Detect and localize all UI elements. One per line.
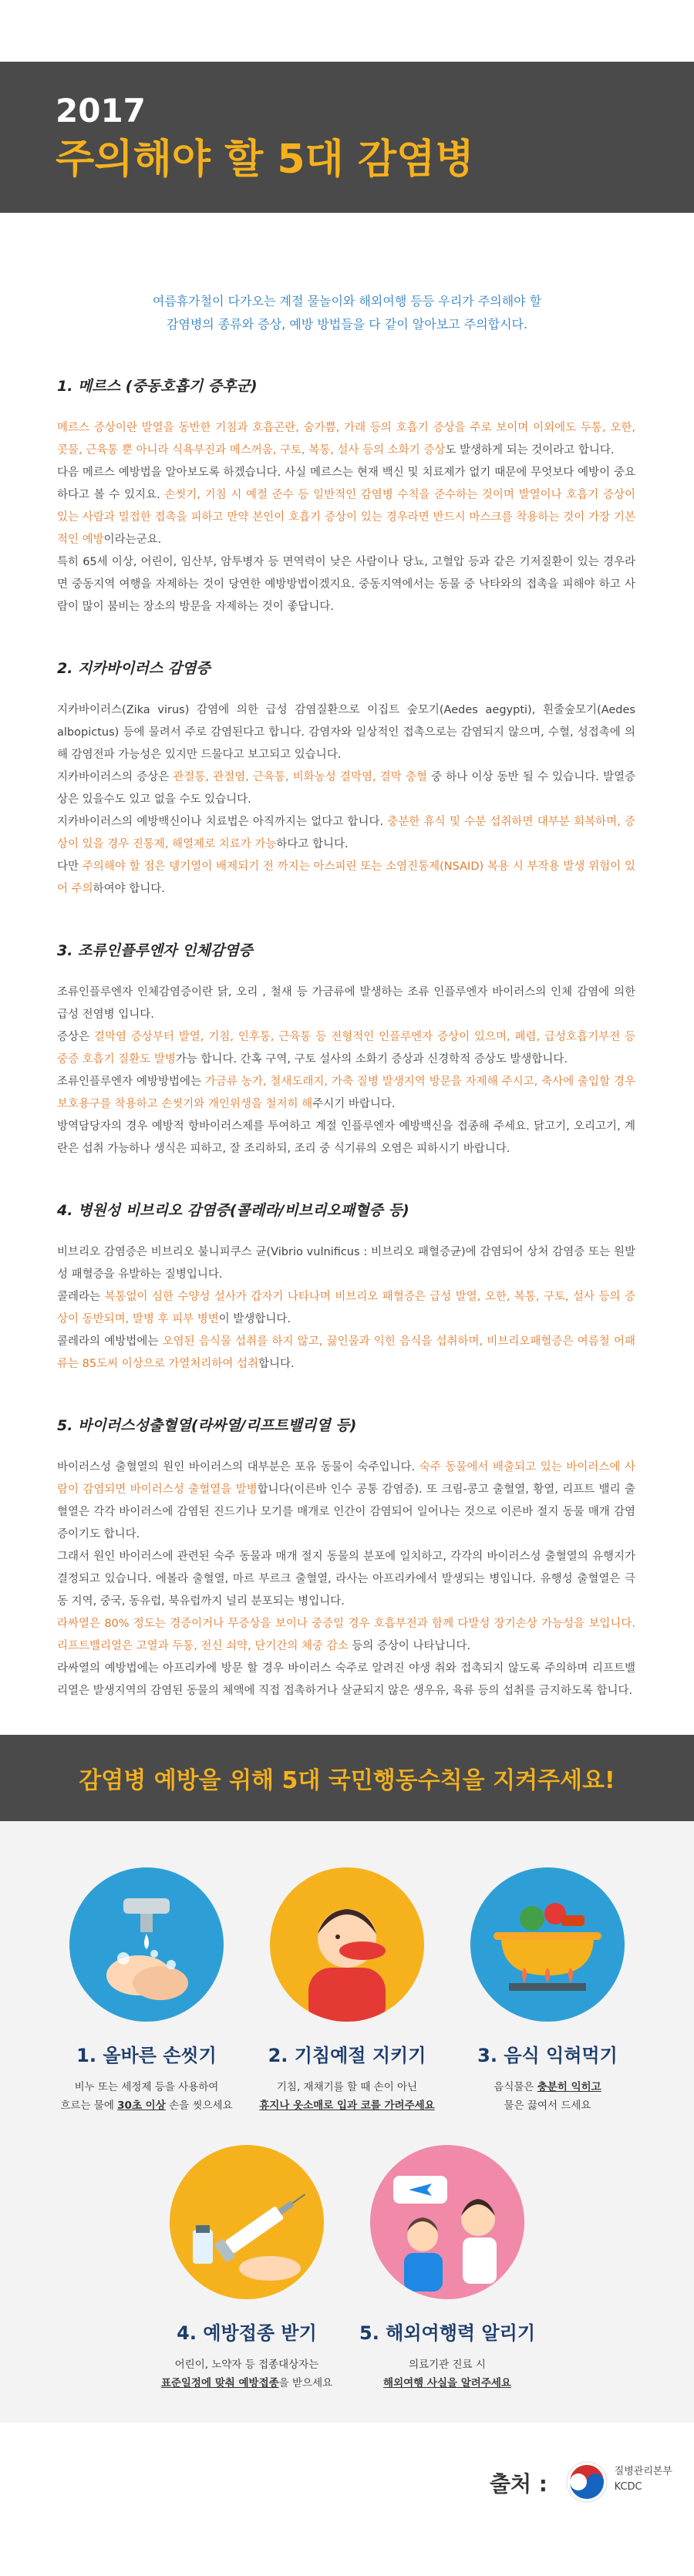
body-text: 다음 메르스 예방법을 알아보도록 하겠습니다. 사실 메르스는 현재 백신 및 치료제가 없기 때문에 무엇보다 예방이 중요하다고 볼 수 있지요. (57, 466, 635, 501)
section-title: 2. 지카바이러스 감염증 (57, 660, 211, 677)
rule-description (447, 2078, 648, 2115)
body-text: 주시기 바랍니다. (312, 1098, 396, 1110)
highlighted-text: 숙주 동물에서 배출되고 있는 바이러스에 사람이 감염되면 바이러스성 출혈열을 발병 (57, 1461, 635, 1496)
section-paragraph (57, 699, 635, 766)
body-text: 다만 (57, 860, 83, 873)
body-text: 하다고 합니다. (276, 838, 349, 850)
body-text: 도 발생하게 되는 것이라고 합니다. (445, 444, 615, 456)
rule-title: 3. 음식 익혀먹기 (477, 2045, 618, 2066)
rule-title: 1. 올바른 손씻기 (76, 2045, 217, 2066)
title-block (0, 62, 694, 213)
section-paragraph (57, 417, 635, 462)
rule-card-handwash (46, 1867, 247, 2115)
body-text: 증상은 (57, 1031, 94, 1043)
vaccine-syringe-icon (170, 2145, 324, 2299)
rule-title: 4. 예방접종 받기 (177, 2322, 317, 2344)
rule-description (46, 2078, 247, 2115)
highlighted-text: 충분한 휴식 및 수분 섭취하면 대부분 회복하며, 증상이 있을 경우 진통제, 해열제로 치료가 가능 (57, 816, 635, 850)
highlighted-text: 관절통, 관절염, 근육통, 비화농성 결막염, 결막 충혈 (173, 771, 427, 783)
rule-description (347, 2355, 547, 2392)
highlighted-text: 메르스 증상이란 발열을 동반한 기침과 호흡곤란, 숨가쁨, 가래 등의 호흡기 증상을 주로 보이며 이외에도 두통, 오한, 콧물, 근육통 뿐 아니라 식욕부진과 메스꺼움, 구토, 복통, 설사 등의 소화기 증상 (57, 422, 635, 456)
title-year: 2017 (56, 92, 146, 130)
kcdc-logo-icon (566, 2461, 608, 2503)
rule-description (247, 2078, 447, 2115)
banner (0, 1735, 694, 1821)
section-title: 5. 바이러스성출혈열(라싸열/리프트밸리열 등) (57, 1417, 357, 1434)
section-paragraph (57, 811, 635, 856)
body-text: 바이러스성 출혈열의 원인 바이러스의 대부분은 포유 동물이 숙주입니다. (57, 1461, 419, 1473)
body-text: 지카바이러스의 증상은 (57, 771, 174, 783)
section-paragraph (57, 1546, 635, 1613)
highlighted-text: 가금류 농가, 철새도래지, 가축 질병 발생지역 방문을 자제해 주시고, 축사에 출입할 경우 보호용구를 착용하고 손씻기와 개인위생을 철저히 해 (57, 1076, 635, 1110)
highlighted-text: 결막염 증상부터 발열, 기침, 인후통, 근육통 등 전형적인 인플루엔자 증상이 있으며, 폐렴, 급성호흡기부전 등 중증 호흡기 질환도 발병 (57, 1031, 636, 1066)
rule-desc-text: 을 받으세요 (278, 2377, 333, 2389)
rule-desc-emphasis: 30초 이상 (117, 2100, 166, 2112)
source-label: 출처 : (489, 2471, 547, 2497)
footer (0, 2423, 694, 2538)
banner-text: 감염병 예방을 위해 5대 국민행동수칙을 지켜주세요! (79, 1767, 615, 1794)
disease-section (57, 939, 635, 1160)
rule-desc-line (46, 2096, 247, 2115)
section-paragraph (57, 551, 635, 618)
body-text: 지카바이러스(Zika virus) 감염에 의한 급성 감염질환으로 이집트 숲모기(Aedes aegypti), 흰줄숲모기(Aedes albopictus) 등에 물려서 주로 감염된다고 합니다. 감염자와 일상적인 접촉으로는 감염되지 않으며, 수혈, 성접촉에 의해 감염전파 가능성은 있지만 드물다고 보고되고 있습니다. (57, 704, 635, 761)
rule-desc-text: 손을 씻으세요 (165, 2100, 233, 2112)
section-paragraph (57, 1331, 635, 1376)
highlighted-text: 오염된 음식물 섭취를 하지 않고, 끓인물과 익힌 음식을 섭취하며, 비브리오패혈증은 여름철 어패류는 85도씨 이상으로 가열처리하여 섭취 (57, 1335, 635, 1370)
rule-desc-line: 기침, 재채기를 할 때 손이 아닌 (276, 2081, 418, 2093)
body-text: 등의 증상이 나타납니다. (348, 1640, 471, 1652)
org-name (615, 2464, 672, 2495)
section-title: 4. 병원성 비브리오 감염증(콜레라/비브리오패혈증 등) (57, 1202, 409, 1219)
section-paragraph (57, 1456, 635, 1546)
section-paragraph (57, 1658, 635, 1702)
rule-desc-line: 비누 또는 세정제 등을 사용하여 (74, 2081, 219, 2093)
body-text: 그래서 원인 바이러스에 관련된 숙주 동물과 매개 절지 동물의 분포에 일치하고, 각각의 바이러스성 출혈열의 유행지가 결정되고 있습니다. 에볼라 출혈열, 마르 부르크 출혈열, 라사는 아프리카에서 발생되는 병입니다. 유행성 출혈열은 극동 지역, 중국, 동유럽, 북유럽까지 널리 분포되는 병입니다. (57, 1551, 635, 1608)
org-name-english: KCDC (614, 2481, 642, 2493)
travel-history-icon (370, 2145, 524, 2299)
rule-desc-emphasis: 휴지나 옷소매로 입과 코를 가려주세요 (259, 2100, 435, 2112)
rule-desc-line (347, 2374, 547, 2392)
disease-section (57, 375, 635, 618)
body-text: 라싸열의 예방법에는 아프리카에 방문 할 경우 바이러스 숙주로 알려진 야생 취와 접촉되지 않도록 주의하며 리프트밸리열은 발생지역의 감염된 동물의 체액에 직접 접촉하거나 살균되지 않은 생우유, 육류 등의 섭취를 금지하도록 합니다. (57, 1662, 635, 1697)
rule-desc-text: 흐르는 물에 (60, 2100, 118, 2112)
section-paragraph (57, 1026, 635, 1071)
body-text: 조류인플루엔자 예방방법에는 (57, 1076, 205, 1088)
rule-desc-emphasis: 해외여행 사실을 알려주세요 (383, 2377, 511, 2389)
section-paragraph (57, 1286, 635, 1331)
sections-container (0, 375, 694, 1702)
body-text: 합니다. (258, 1358, 295, 1370)
top-spacer (0, 0, 694, 62)
section-paragraph (57, 856, 635, 901)
rules-area (0, 1821, 694, 2423)
rule-title: 5. 해외여행력 알리기 (359, 2322, 535, 2344)
org-name-korean: 질병관리본부 (614, 2466, 672, 2477)
section-paragraph (57, 462, 635, 551)
body-text: 합니다(이른바 인수 공통 감염증). 또 크림-콩고 출혈열, 황열, 리프트 밸리 출혈열은 각각 바이러스에 감염된 진드기나 모기를 매개로 인간이 감염되어 일어나는 것으로 이른바 절지 동물 매개 감염증이기도 합니다. (57, 1483, 635, 1541)
page-title: 주의해야 할 5대 감염병 (56, 136, 474, 183)
body-text: 비브리오 감염증은 비브리오 불니피쿠스 균(Vibrio vulnificus : 비브리오 패혈증균)에 감염되어 상처 감염증 또는 원발성 패혈증을 유발하는 질병입니다. (57, 1246, 635, 1281)
intro-line: 감염병의 종류와 증상, 예방 방법들을 다 같이 알아보고 주의합시다. (166, 317, 528, 332)
rule-card-vaccine (147, 2145, 347, 2392)
rule-desc-line: 어린이, 노약자 등 접종대상자는 (174, 2359, 319, 2371)
highlighted-text: 주의해야 할 점은 뎅기열이 배제되기 전 까지는 아스피린 또는 소염진통제(NSAID) 복용 시 부작용 발생 위험이 있어 주의 (57, 860, 635, 895)
highlighted-text: 라싸열은 80% 정도는 경증이거나 무증상을 보이나 중증일 경우 호흡부전과 함께 다발성 장기손상 가능성을 보입니다. 리프트밸리열은 고열과 두통, 전신 쇠약, 단기간의 체중 감소 (57, 1618, 635, 1652)
body-text: 하여야 합니다. (93, 883, 165, 895)
section-paragraph (57, 766, 635, 811)
section-paragraph (57, 1613, 635, 1658)
rule-card-cook (447, 1867, 648, 2115)
body-text: 특히 65세 이상, 어린이, 임산부, 암투병자 등 면역력이 낮은 사람이나 당뇨, 고혈압 등과 같은 기저질환이 있는 경우라면 중동지역 여행을 자제하는 것이 당연한 예방방법이겠지요. 중동지역에서는 동물 중 낙타와의 접촉을 피해야 하고 사람이 많이 붐비는 장소의 방문을 자제하는 것이 좋답니다. (57, 556, 635, 613)
rule-card-cough (247, 1867, 447, 2115)
rule-desc-line (247, 2096, 447, 2115)
intro-line: 여름휴가철이 다가오는 계절 물놀이와 해외여행 등등 우리가 주의해야 할 (152, 294, 542, 308)
disease-section (57, 657, 635, 901)
section-paragraph (57, 1116, 635, 1160)
body-text: 콜레라의 예방법에는 (57, 1335, 163, 1348)
body-text: 방역담당자의 경우 예방적 항바이러스제를 투여하고 계절 인플루엔자 예방백신을 접종해 주세요. 닭고기, 오리고기, 계란은 섭취 가능하나 생식은 피하고, 잘 조리하되, 조리 중 식기류의 오염은 피하시기 바랍니다. (57, 1120, 635, 1155)
body-text: 이 발생합니다. (218, 1313, 291, 1325)
disease-section (57, 1414, 635, 1702)
rule-desc-line: 의료기관 진료 시 (409, 2359, 486, 2371)
body-text: 콜레라는 (57, 1291, 105, 1303)
body-text: 조류인플루엔자 인체감염증이란 닭, 오리 , 철새 등 가금류에 발생하는 조류 인플루엔자 바이러스의 인체 감염에 의한 급성 전염병 입니다. (57, 986, 635, 1021)
rule-description (147, 2355, 347, 2392)
rule-desc-text: 음식물은 (494, 2081, 537, 2093)
body-text: 이라는군요. (103, 534, 162, 546)
intro-text (0, 290, 694, 336)
body-text: 지카바이러스의 예방백신이나 치료법은 아직까지는 없다고 합니다. (57, 816, 388, 828)
highlighted-text: 복통없이 심한 수양성 설사가 갑자기 나타나며 비브리오 패혈증은 급성 발열, 오한, 복통, 구토, 설사 등의 증상이 동반되며, 발병 후 피부 병변 (57, 1291, 635, 1325)
rule-desc-line (147, 2374, 347, 2392)
rule-card-travel (347, 2145, 547, 2392)
section-title: 1. 메르스 (중동호흡기 증후군) (57, 378, 258, 395)
rule-title: 2. 기침예절 지키기 (268, 2045, 426, 2066)
body-text: 중 하나 이상 동반 될 수 있습니다. 발열증상은 있을수도 있고 없을 수도 있습니다. (57, 771, 635, 806)
rule-desc-emphasis: 충분히 익히고 (537, 2081, 601, 2093)
section-paragraph (57, 982, 635, 1026)
rule-desc-line (447, 2078, 648, 2096)
rule-desc-line: 물은 끓여서 드세요 (504, 2100, 591, 2112)
cough-etiquette-icon (270, 1867, 424, 2022)
section-paragraph (57, 1241, 635, 1286)
rule-desc-emphasis: 표준일정에 맞춰 예방접종 (160, 2377, 279, 2389)
cooking-pot-icon (470, 1867, 625, 2022)
handwash-icon (69, 1867, 224, 2022)
body-text: 가능 합니다. 간혹 구역, 구토 설사의 소화기 증상과 신경학적 증상도 발생합니다. (175, 1053, 568, 1066)
section-paragraph (57, 1071, 635, 1116)
disease-section (57, 1199, 635, 1376)
section-title: 3. 조류인플루엔자 인체감염증 (57, 942, 253, 959)
highlighted-text: 손씻기, 기침 시 예절 준수 등 일반적인 감염병 수칙을 준수하는 것이며 발열이나 호흡기 증상이 있는 사람과 밀접한 접촉을 피하고 만약 본인이 호흡기 증상이 있는 경우라면 반드시 마스크를 착용하는 것이 가장 기본적인 예방 (57, 489, 635, 546)
